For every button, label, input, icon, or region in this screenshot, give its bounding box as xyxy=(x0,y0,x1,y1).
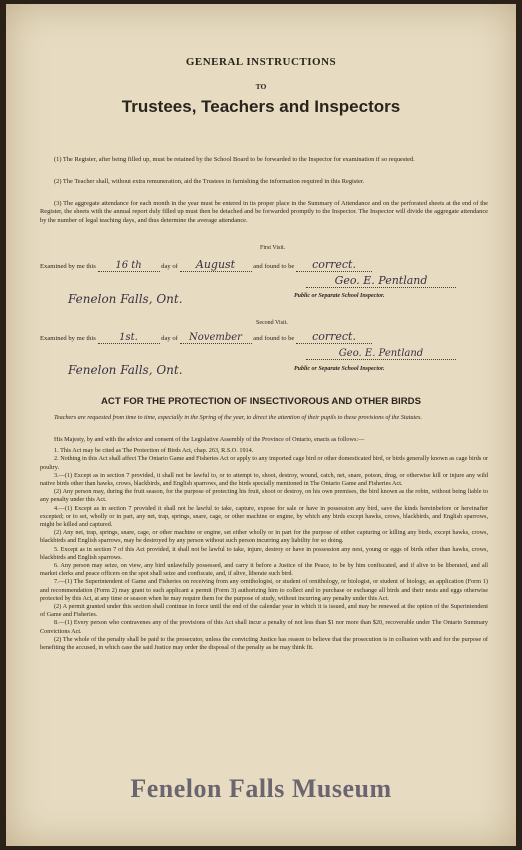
second-visit-signature: Geo. E. Pentland xyxy=(306,348,456,360)
examined-by-label: Examined by me this xyxy=(40,263,96,270)
act-title: ACT FOR THE PROTECTION OF INSECTIVOROUS AND OTHER BIRDS xyxy=(101,396,421,407)
act-paragraph: 8.—(1) Every person who contravenes any of the provisions of this Act shall incur a penalty of not less than $1 nor more than $20, recoverable under The Ontario Summary Convictions Act. xyxy=(40,619,488,635)
act-paragraph: 2. Nothing in this Act shall affect The Ontario Game and Fisheries Act or apply to any imported cage bird or other domesticated bird, or birds generally known as cage birds or poultry. xyxy=(40,455,488,471)
act-paragraph: 7.—(1) The Superintendent of Game and Fisheries on receiving from any ornithologist, or student of ornithology, or biologist, or student of biology, an application (Form 1) and recommendation (Form 2) may grant to such applicant a permit (Form 3) authorizing him to collect and to purchase or exchange all birds and their nests and eggs otherwise protected by this Act, at any time or season when he may require them for the purpose of study, without incurring any penalty under this Act. xyxy=(40,578,488,602)
examined-by-label: Examined by me this xyxy=(40,335,96,342)
first-visit-signature: Geo. E. Pentland xyxy=(306,274,456,288)
act-paragraph: (2) A permit granted under this section shall continue in force until the end of the calendar year in which it is issued, and may be renewed at the option of the Superintendent of Game and Fisheries. xyxy=(40,603,488,619)
found-to-be-label: and found to be xyxy=(253,335,295,342)
instruction-3: (3) The aggregate attendance for each month in the year must be entered in its proper place in the Summary of Attendance and on the perforated sheets at the end of the Register, the sheets with the annual report duly filled up must then be detached and be forwarded promptly to the Inspector. The Inspector will divide the aggregate attendance by the number of legal teaching days, and thus determine the average attendance. xyxy=(40,200,488,224)
general-instructions-heading: GENERAL INSTRUCTIONS xyxy=(185,56,337,68)
act-intro: Teachers are requested from time to time, especially in the Spring of the year, to direct the attention of their pupils to these provisions of the Statutes. xyxy=(54,414,422,421)
day-of-label: day of xyxy=(161,263,178,270)
museum-watermark: Fenelon Falls Museum xyxy=(130,774,392,803)
act-body xyxy=(40,436,488,652)
act-paragraph: 1. This Act may be cited as The Protection of Birds Act, chap. 263, R.S.O. 1914. xyxy=(54,447,254,455)
page-title: Trustees, Teachers and Inspectors xyxy=(121,97,401,116)
first-visit-line xyxy=(40,258,372,272)
second-visit-inspector-caption: Public or Separate School Inspector. xyxy=(294,366,385,372)
instruction-2: (2) The Teacher shall, without extra remuneration, aid the Trustees in furnishing the information required in this Register. xyxy=(54,178,365,185)
first-visit-day: 16 th xyxy=(98,260,160,272)
second-visit-month: November xyxy=(180,332,252,344)
act-paragraph: (2) Any net, trap, springs, snare, cage, or other machine or engine, set either wholly or in part for the purpose of either capturing or killing any birds, except hawks, crows, blackbirds and English sparrows, may be destroyed by any person without such person incurring any liability for so doing. xyxy=(40,529,488,545)
act-paragraph: (2) The whole of the penalty shall be paid to the prosecutor, unless the convicting Justice has reason to believe that the prosecution is in collusion with and for the purpose of benefiting the accused, in which case the said Justice may order the disposal of the penalty as he may think fit. xyxy=(40,635,488,652)
register-page xyxy=(6,4,516,846)
act-paragraph: 5. Except as in section 7 of this Act provided, it shall not be lawful to take, injure, destroy or have in possession any nest, young or eggs of birds other than hawks, crows, blackbirds and English sparrows. xyxy=(40,545,488,561)
first-visit-status: correct. xyxy=(296,258,372,272)
act-paragraph: 6. Any person may seize, on view, any bird unlawfully possessed, and carry it before a Justice of the Peace, to be by him confiscated, and if alive to be liberated, and all market clerks and peace officers on the spot shall seize and confiscate, and, if alive, liberate such bird. xyxy=(40,562,488,578)
act-paragraph: 3.—(1) Except as in section 7 provided, it shall not be lawful to, or to attempt to, shoot, destroy, wound, catch, net, snare, poison, drug, or otherwise kill or injure any wild native birds other than hawks, crows, blackbirds, and English sparrows, and the birds specially mentioned in The Ontario Game and Fisheries Act. xyxy=(40,471,488,488)
second-visit-label: Second Visit. xyxy=(256,320,288,326)
found-to-be-label: and found to be xyxy=(253,263,295,270)
day-of-label: day of xyxy=(161,335,178,342)
second-visit-day: 1st. xyxy=(98,332,160,344)
first-visit-inspector-caption: Public or Separate School Inspector. xyxy=(294,293,385,299)
instruction-1: (1) The Register, after being filled up, must be retained by the School Board to be forwarded to the Inspector for examination if so requested. xyxy=(54,156,415,163)
second-visit-place: Fenelon Falls, Ont. xyxy=(68,363,183,377)
act-paragraph: (2) Any person may, during the fruit season, for the purpose of protecting his fruit, shoot or destroy, on his own premises, the bird known as the robin, without being liable to any penalty under this Act. xyxy=(40,488,488,504)
act-paragraph: 4.—(1) Except as in section 7 provided it shall not be lawful to take, capture, expose for sale or have in possession any bird, save the kinds hereinbefore or hereinafter excepted; or to set, wholly or in part, any net, trap, springs, snare, cage, or other machine or engine, by which any birds except hawks, crows, blackbirds, and English sparrows, might be killed and captured. xyxy=(40,504,488,529)
second-visit-line xyxy=(40,330,372,344)
first-visit-month: August xyxy=(180,258,252,272)
act-paragraph: His Majesty, by and with the advice and consent of the Legislative Assembly of the Province of Ontario, enacts as follows:— xyxy=(54,436,365,443)
to-heading: TO xyxy=(255,82,267,91)
second-visit-status: correct. xyxy=(296,330,372,344)
first-visit-label: First Visit. xyxy=(260,245,286,251)
first-visit-place: Fenelon Falls, Ont. xyxy=(68,292,183,306)
